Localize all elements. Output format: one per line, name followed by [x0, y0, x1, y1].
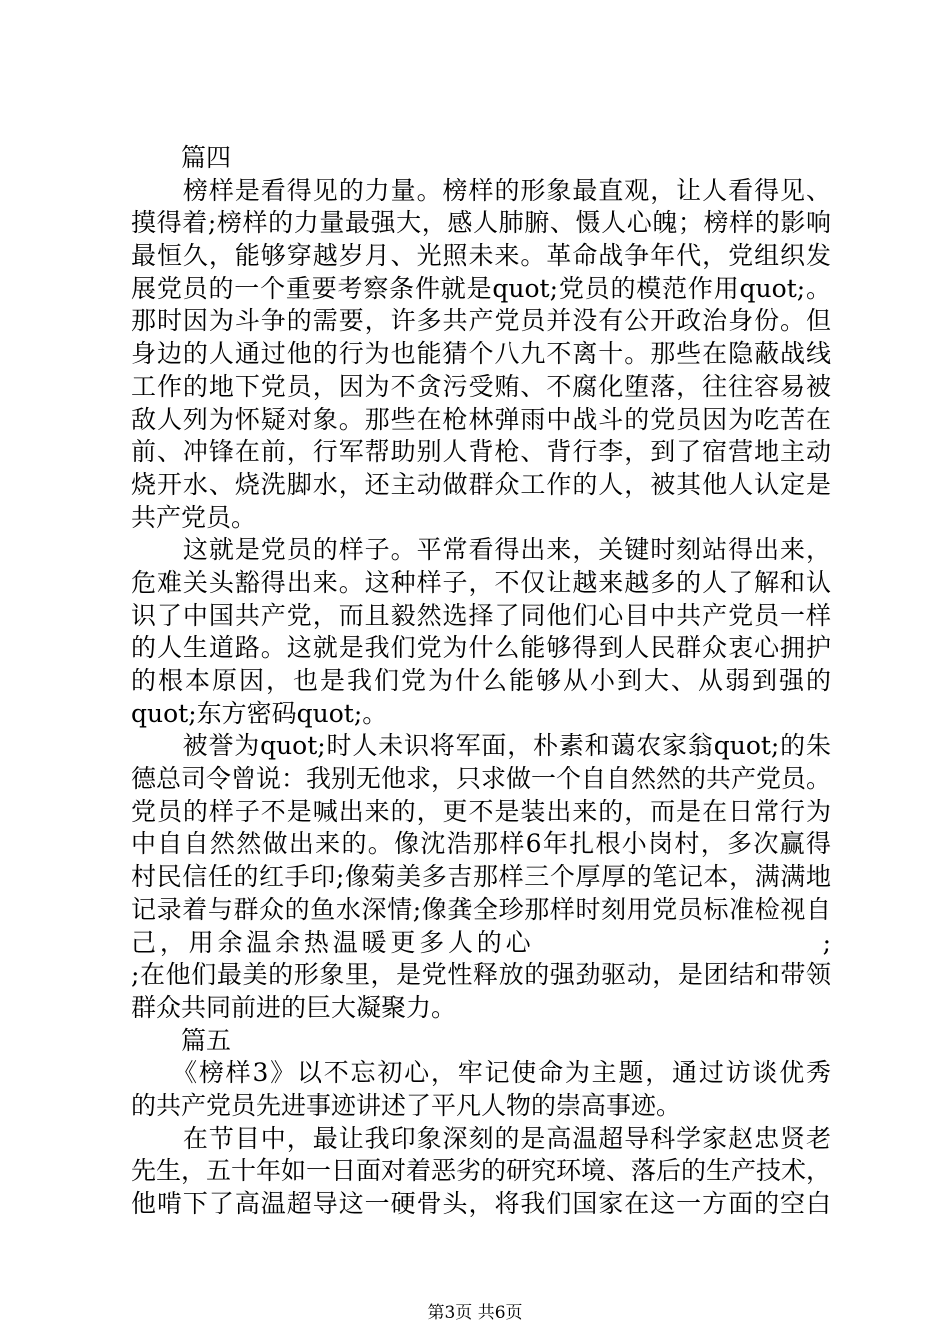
text-line: 先生，五十年如一日面对着恶劣的研究环境、落后的生产技术，	[131, 1156, 832, 1186]
text-line: 德总司令曾说：我别无他求，只求做一个自自然然的共产党员。	[131, 764, 832, 794]
text-line: 被誉为quot;时人未识将军面，朴素和蔼农家翁quot;的朱	[131, 731, 831, 761]
text-line: 群众共同前进的巨大凝聚力。	[131, 992, 457, 1022]
text-line: 记录着与群众的鱼水深情;像龚全珍那样时刻用党员标准检视自	[131, 894, 831, 924]
text-line: 他啃下了高温超导这一硬骨头，将我们国家在这一方面的空白	[131, 1189, 831, 1218]
text-line: 识了中国共产党，而且毅然选择了同他们心目中共产党员一样	[131, 600, 831, 630]
text-line: 榜样是看得见的力量。榜样的形象最直观，让人看得见、	[131, 175, 831, 205]
text-line: 篇四	[131, 143, 232, 172]
text-line: 烧开水、烧洗脚水，还主动做群众工作的人，被其他人认定是	[131, 469, 831, 499]
text-line: 的根本原因，也是我们党为什么能够从小到大、从弱到强的	[131, 666, 831, 695]
text-line: 在节目中，最让我印象深刻的是高温超导科学家赵忠贤老	[131, 1123, 831, 1153]
text-line: 的人生道路。这就是我们党为什么能够得到人民群众衷心拥护	[131, 633, 831, 663]
text-line: 展党员的一个重要考察条件就是quot;党员的模范作用quot;。	[131, 273, 831, 303]
text-line: 危难关头豁得出来。这种样子，不仅让越来越多的人了解和认	[131, 567, 831, 597]
text-line: 那时因为斗争的需要，许多共产党员并没有公开政治身份。但	[131, 306, 831, 336]
text-line: quot;东方密码quot;。	[131, 698, 388, 728]
text-line: 篇五	[131, 1025, 232, 1055]
page-footer: 第3页 共6页	[427, 1303, 523, 1323]
text-line: 党员的样子不是喊出来的，更不是装出来的，而是在日常行为	[131, 796, 831, 826]
text-line: 的共产党员先进事迹讲述了平凡人物的崇高事迹。	[131, 1090, 682, 1120]
text-line: 中自自然然做出来的。像沈浩那样6年扎根小岗村，多次赢得	[131, 829, 831, 859]
text-line: 前、冲锋在前，行军帮助别人背枪、背行李，到了宿营地主动	[131, 437, 831, 467]
text-line: 最恒久，能够穿越岁月、光照未来。革命战争年代，党组织发	[131, 241, 831, 271]
text-line: 己，用余温余热温暖更多人的心 ;	[131, 927, 831, 957]
text-line: 共产党员。	[131, 502, 257, 532]
text-line: 《榜样3》以不忘初心，牢记使命为主题，通过访谈优秀	[131, 1058, 831, 1088]
text-line: 身边的人通过他的行为也能猜个八九不离十。那些在隐蔽战线	[131, 339, 831, 369]
text-line: 敌人列为怀疑对象。那些在枪林弹雨中战斗的党员因为吃苦在	[131, 404, 831, 434]
text-line: 摸得着;榜样的力量最强大，感人肺腑、慑人心魄；榜样的影响	[131, 208, 831, 238]
text-line: ;在他们最美的形象里，是党性释放的强劲驱动，是团结和带领	[131, 960, 831, 990]
document-body	[131, 142, 831, 1221]
text-line: 这就是党员的样子。平常看得出来，关键时刻站得出来，	[131, 535, 831, 565]
text-line: 工作的地下党员，因为不贪污受贿、不腐化堕落，往往容易被	[131, 371, 831, 401]
text-line: 村民信任的红手印;像菊美多吉那样三个厚厚的笔记本，满满地	[131, 862, 831, 892]
